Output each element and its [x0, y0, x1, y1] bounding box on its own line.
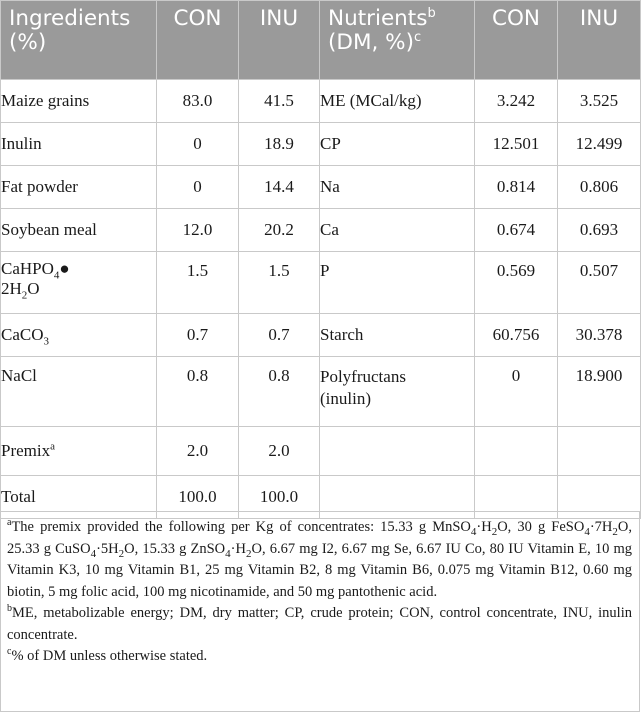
- inu-value: 100.0: [239, 476, 320, 519]
- nutrient-con-value: 12.501: [475, 123, 558, 166]
- con-value: 83.0: [157, 80, 239, 123]
- con-value: 0.7: [157, 314, 239, 357]
- nutrient-cell: Na: [320, 166, 475, 209]
- ingredient-cell: Maize grains: [1, 80, 157, 123]
- nutrient-inu-value: 0.693: [558, 209, 641, 252]
- nutrient-cell: P: [320, 252, 475, 314]
- nutrient-con-value: 0.814: [475, 166, 558, 209]
- nutrient-cell: Ca: [320, 209, 475, 252]
- ingredient-cell: Premix$^a$: [1, 427, 157, 476]
- ingredient-cell: CaCO$_3$: [1, 314, 157, 357]
- con-value: 100.0: [157, 476, 239, 519]
- nutrient-con-value: [475, 427, 558, 476]
- nutrient-inu-value: 18.900: [558, 357, 641, 427]
- inu-value: 0.8: [239, 357, 320, 427]
- header-con: CON: [157, 1, 239, 80]
- table-footnotes: [0, 511, 640, 712]
- ingredient-cell: Inulin: [1, 123, 157, 166]
- con-value: 0: [157, 123, 239, 166]
- table-row: [1, 252, 641, 314]
- nutrient-cell: [320, 427, 475, 476]
- nutrient-con-value: 0.674: [475, 209, 558, 252]
- nutrient-inu-value: 12.499: [558, 123, 641, 166]
- header-con-nutrients: CON: [475, 1, 558, 80]
- table-row: [1, 123, 641, 166]
- inu-value: 20.2: [239, 209, 320, 252]
- inu-value: 14.4: [239, 166, 320, 209]
- con-value: 1.5: [157, 252, 239, 314]
- nutrient-cell: ME (MCal/kg): [320, 80, 475, 123]
- table-header-row: [1, 1, 641, 80]
- ingredient-cell: Total: [1, 476, 157, 519]
- inu-value: 2.0: [239, 427, 320, 476]
- table-row: [1, 427, 641, 476]
- table-row: [1, 314, 641, 357]
- nutrient-inu-value: 0.806: [558, 166, 641, 209]
- nutrient-inu-value: 0.507: [558, 252, 641, 314]
- ingredient-cell: NaCl: [1, 357, 157, 427]
- table-row: [1, 209, 641, 252]
- table-row: [1, 80, 641, 123]
- footnote-c: $^c$% of DM unless otherwise stated.: [7, 646, 208, 664]
- nutrient-con-value: 0: [475, 357, 558, 427]
- nutrient-inu-value: 3.525: [558, 80, 641, 123]
- nutrient-inu-value: [558, 427, 641, 476]
- nutrient-cell: Starch: [320, 314, 475, 357]
- nutrient-cell: Polyfructans (inulin): [320, 357, 475, 427]
- header-nutrients: Nutrients$^b$ (DM, %)$^c$: [320, 1, 475, 80]
- ingredient-cell: Soybean meal: [1, 209, 157, 252]
- con-value: 12.0: [157, 209, 239, 252]
- nutrient-inu-value: 30.378: [558, 314, 641, 357]
- nutrient-con-value: 0.569: [475, 252, 558, 314]
- header-inu: INU: [239, 1, 320, 80]
- con-value: 0: [157, 166, 239, 209]
- inu-value: 41.5: [239, 80, 320, 123]
- inu-value: 1.5: [239, 252, 320, 314]
- nutrient-con-value: 3.242: [475, 80, 558, 123]
- nutrient-con-value: 60.756: [475, 314, 558, 357]
- table-row: [1, 166, 641, 209]
- footnote-a: $^a$The premix provided the following per Kg of concentrates: 15.33 g $MnSO_4\cdot H_2O$, 30 g $FeSO_4\cdot 7H_2O$, 25.33 g $CuSO_4\cdot 5H_2O$, 15.33 g $ZnSO_4\cdot H_2O$, 6.67 mg I2, 6.67 mg Se, 6.67 IU Co, 80 IU Vitamin E, 10 mg Vitamin K3, 10 mg Vitamin B1, 25 mg Vitamin B2, 8 mg Vitamin B6, 0.075 mg Vitamin B12, 0.60 mg biotin, 5 mg folic acid, 100 mg nicotinamide, and 50 mg pantothenic acid.: [7, 517, 632, 600]
- table-row: [1, 357, 641, 427]
- con-value: 0.8: [157, 357, 239, 427]
- footnote-b: $^b$ME, metabolizable energy; DM, dry matter; CP, crude protein; CON, control concentrate, INU, inulin concentrate.: [7, 603, 632, 643]
- inu-value: 18.9: [239, 123, 320, 166]
- ingredient-cell: Fat powder: [1, 166, 157, 209]
- inu-value: 0.7: [239, 314, 320, 357]
- header-inu-nutrients: INU: [558, 1, 641, 80]
- con-value: 2.0: [157, 427, 239, 476]
- ingredient-cell: CaHPO$_4$● $2H_2O$: [1, 252, 157, 314]
- nutrient-cell: CP: [320, 123, 475, 166]
- header-ingredients: Ingredients (%): [1, 1, 157, 80]
